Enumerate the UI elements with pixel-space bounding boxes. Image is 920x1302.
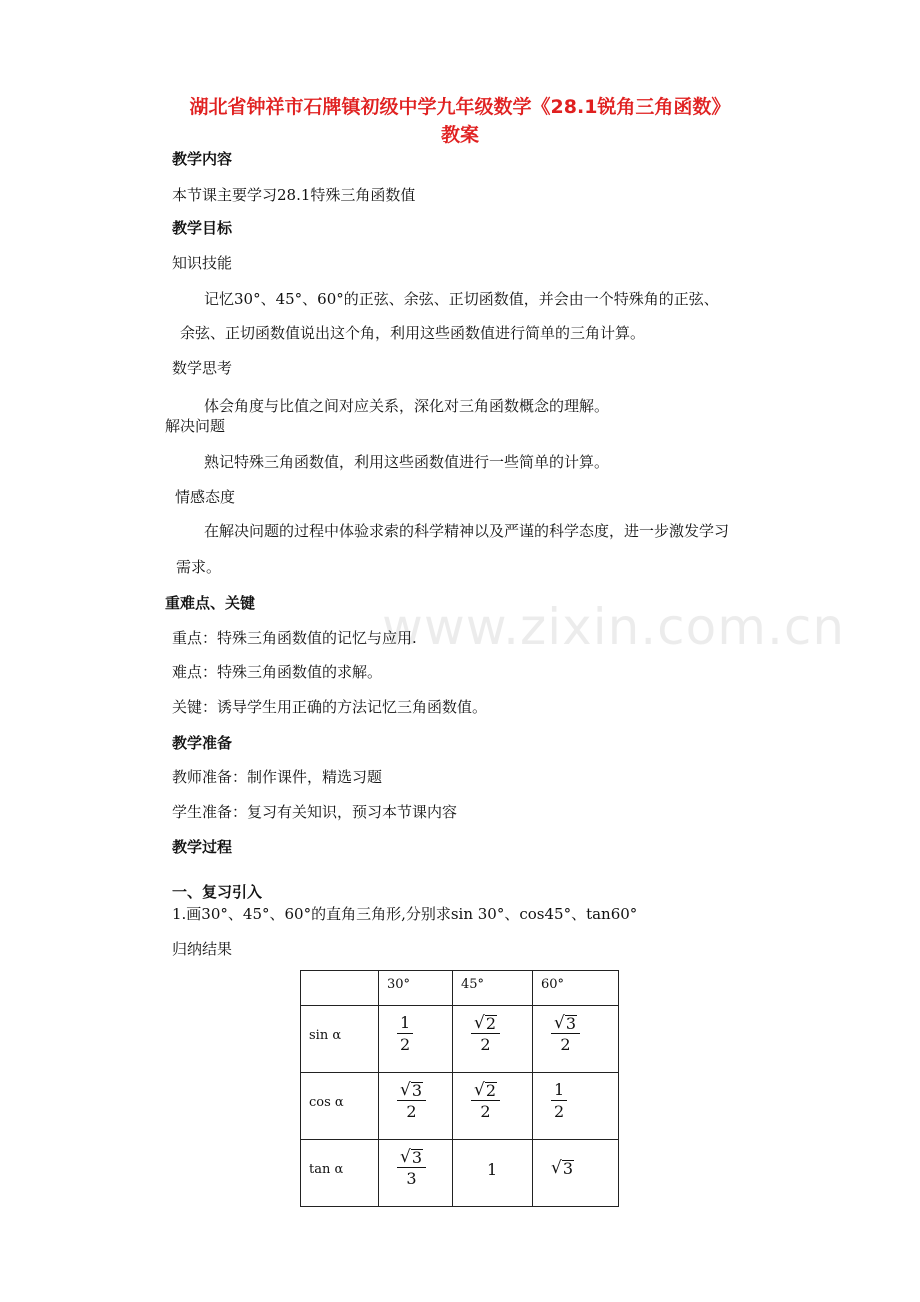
plain-value: 1 bbox=[487, 1160, 498, 1179]
table-row bbox=[301, 1073, 619, 1140]
row-label-cell: tan α bbox=[301, 1140, 379, 1207]
value-cell bbox=[533, 1006, 619, 1073]
heading-math-thinking: 数学思考 bbox=[172, 359, 233, 377]
difficult-point: 难点：特殊三角函数值的求解。 bbox=[172, 663, 383, 681]
value-cell bbox=[379, 1006, 453, 1073]
sqrt: √ 3 bbox=[554, 1013, 577, 1033]
heading-problem: 解决问题 bbox=[165, 417, 226, 435]
sqrt-value bbox=[551, 1158, 574, 1177]
heading-goals: 教学目标 bbox=[172, 219, 233, 237]
teacher-prep: 教师准备：制作课件，精选习题 bbox=[172, 768, 383, 786]
key-point: 重点：特殊三角函数值的记忆与应用. bbox=[172, 629, 417, 647]
fraction: √ 2 2 bbox=[471, 1081, 500, 1122]
heading-review: 一、复习引入 bbox=[172, 883, 263, 901]
heading-process: 教学过程 bbox=[172, 838, 233, 856]
attitude-line1: 在解决问题的过程中体验求索的科学精神以及严谨的科学态度，进一步激发学习 bbox=[204, 522, 730, 540]
watermark: www.zixin.com.cn bbox=[382, 598, 846, 656]
sqrt: √ 2 bbox=[474, 1080, 497, 1100]
value-cell bbox=[379, 1073, 453, 1140]
heading-knowledge: 知识技能 bbox=[172, 254, 233, 272]
fraction: √ 3 2 bbox=[551, 1014, 580, 1055]
value-cell bbox=[533, 1073, 619, 1140]
heading-key: 重难点、关键 bbox=[165, 594, 256, 612]
attitude-line2: 需求。 bbox=[176, 558, 222, 576]
value-cell bbox=[379, 1140, 453, 1207]
crux-point: 关键：诱导学生用正确的方法记忆三角函数值。 bbox=[172, 698, 488, 716]
doc-title-line2: 教案 bbox=[440, 124, 479, 146]
table-header-cell: 60° bbox=[533, 971, 619, 1006]
student-prep: 学生准备：复习有关知识，预习本节课内容 bbox=[172, 803, 458, 821]
knowledge-line1: 记忆30°、45°、60°的正弦、余弦、正切函数值，并会由一个特殊角的正弦、 bbox=[204, 290, 719, 308]
trig-values-table bbox=[300, 970, 619, 1207]
heading-prep: 教学准备 bbox=[172, 734, 233, 752]
value-cell bbox=[533, 1140, 619, 1207]
review-item1: 1.画30°、45°、60°的直角三角形,分别求sin 30°、cos45°、tan60° bbox=[172, 905, 638, 923]
sqrt: √ 3 bbox=[400, 1080, 423, 1100]
row-label-cell: cos α bbox=[301, 1073, 379, 1140]
table-header-row bbox=[301, 971, 619, 1006]
summary-label: 归纳结果 bbox=[172, 940, 233, 958]
doc-title-line1: 湖北省钟祥市石牌镇初级中学九年级数学《28.1锐角三角函数》 bbox=[189, 96, 731, 118]
fraction: √ 3 3 bbox=[397, 1148, 426, 1189]
value-cell bbox=[453, 1073, 533, 1140]
sqrt: √ 3 bbox=[551, 1158, 574, 1178]
table-header-cell: 45° bbox=[453, 971, 533, 1006]
value-cell bbox=[453, 1006, 533, 1073]
math-thinking-text: 体会角度与比值之间对应关系，深化对三角函数概念的理解。 bbox=[204, 397, 610, 415]
content-text: 本节课主要学习28.1特殊三角函数值 bbox=[172, 186, 416, 204]
fraction: $\frac{1}{2}$ bbox=[551, 1081, 567, 1122]
table-header-cell: 30° bbox=[379, 971, 453, 1006]
value-cell bbox=[453, 1140, 533, 1207]
row-label-cell: sin α bbox=[301, 1006, 379, 1073]
table-row bbox=[301, 1140, 619, 1207]
fraction: √ 3 2 bbox=[397, 1081, 426, 1122]
fraction: √ 2 2 bbox=[471, 1014, 500, 1055]
problem-text: 熟记特殊三角函数值，利用这些函数值进行一些简单的计算。 bbox=[204, 453, 610, 471]
sqrt: √ 3 bbox=[400, 1147, 423, 1167]
fraction: $\frac{1}{2}$ bbox=[397, 1014, 413, 1055]
table-row bbox=[301, 1006, 619, 1073]
sqrt: √ 2 bbox=[474, 1013, 497, 1033]
heading-attitude: 情感态度 bbox=[175, 488, 236, 506]
table-header-cell bbox=[301, 971, 379, 1006]
heading-content: 教学内容 bbox=[172, 150, 233, 168]
knowledge-line2: 余弦、正切函数值说出这个角，利用这些函数值进行简单的三角计算。 bbox=[180, 324, 646, 342]
